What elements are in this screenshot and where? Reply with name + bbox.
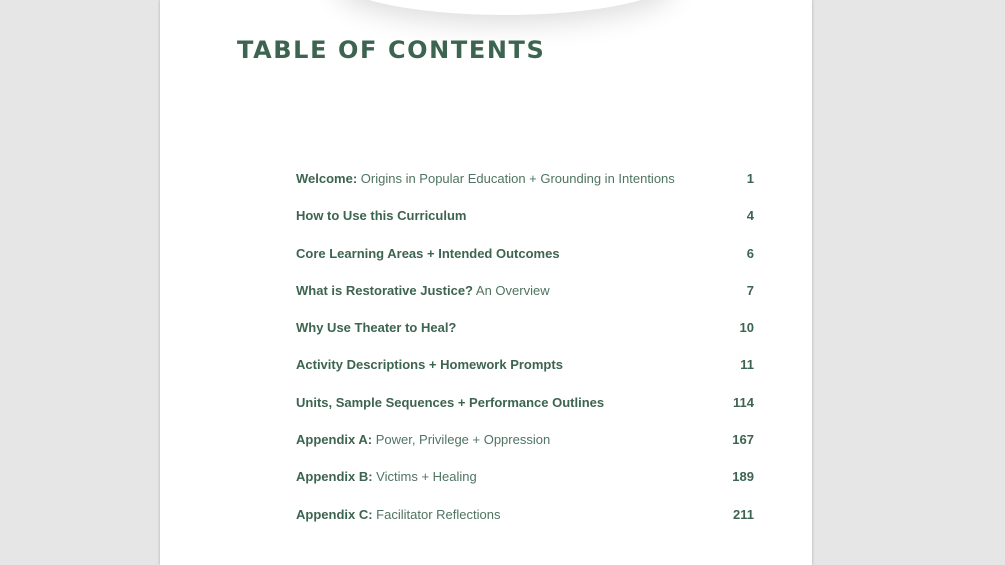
toc-list: [296, 170, 754, 543]
toc-entry-heading: Welcome:: [296, 171, 358, 186]
toc-entry[interactable]: [296, 245, 754, 282]
toc-entry-heading: How to Use this Curriculum: [296, 208, 467, 224]
toc-entry-page-number: 6: [746, 245, 754, 261]
toc-entry[interactable]: [296, 207, 754, 244]
toc-entry-heading: Appendix C:: [296, 506, 373, 522]
toc-entry-heading: What is Restorative Justice?: [296, 282, 473, 298]
toc-entry-heading: Why Use Theater to Heal?: [296, 320, 457, 336]
image-shadow: [335, 0, 675, 15]
toc-entry-page-number: 167: [732, 432, 754, 448]
toc-entry[interactable]: [296, 170, 754, 207]
toc-entry-subtitle: An Overview: [473, 282, 550, 298]
toc-entry[interactable]: [296, 431, 754, 468]
toc-entry-page-number: 10: [739, 320, 754, 336]
toc-entry-page-number: 11: [740, 357, 754, 373]
toc-entry-page-number: 4: [746, 208, 754, 224]
toc-entry-heading: Units, Sample Sequences + Performance Outlines: [296, 394, 605, 410]
toc-entry-heading: Core Learning Areas + Intended Outcomes: [296, 245, 560, 261]
toc-entry-subtitle: Power, Privilege + Oppression: [372, 432, 551, 448]
toc-entry-page-number: 189: [732, 469, 754, 485]
toc-entry[interactable]: [296, 319, 754, 356]
toc-entry[interactable]: [296, 356, 754, 393]
toc-entry[interactable]: [296, 468, 754, 505]
toc-entry-page-number: 211: [733, 506, 754, 522]
toc-entry[interactable]: [296, 394, 754, 431]
toc-entry-page-number: 7: [746, 282, 754, 298]
page-title: TABLE OF CONTENTS: [237, 36, 546, 64]
toc-entry-subtitle: Facilitator Reflections: [372, 506, 501, 522]
toc-entry[interactable]: [296, 506, 754, 543]
toc-entry-page-number: 1: [746, 171, 754, 186]
toc-entry[interactable]: [296, 282, 754, 319]
toc-entry-heading: Appendix A:: [296, 432, 373, 448]
document-page: [160, 0, 812, 565]
toc-entry-subtitle: Origins in Popular Education + Grounding in Intentions: [357, 171, 675, 186]
toc-entry-page-number: 114: [733, 394, 754, 410]
toc-entry-heading: Appendix B:: [296, 469, 373, 485]
toc-entry-heading: Activity Descriptions + Homework Prompts: [296, 357, 563, 373]
toc-entry-subtitle: Victims + Healing: [372, 469, 477, 485]
